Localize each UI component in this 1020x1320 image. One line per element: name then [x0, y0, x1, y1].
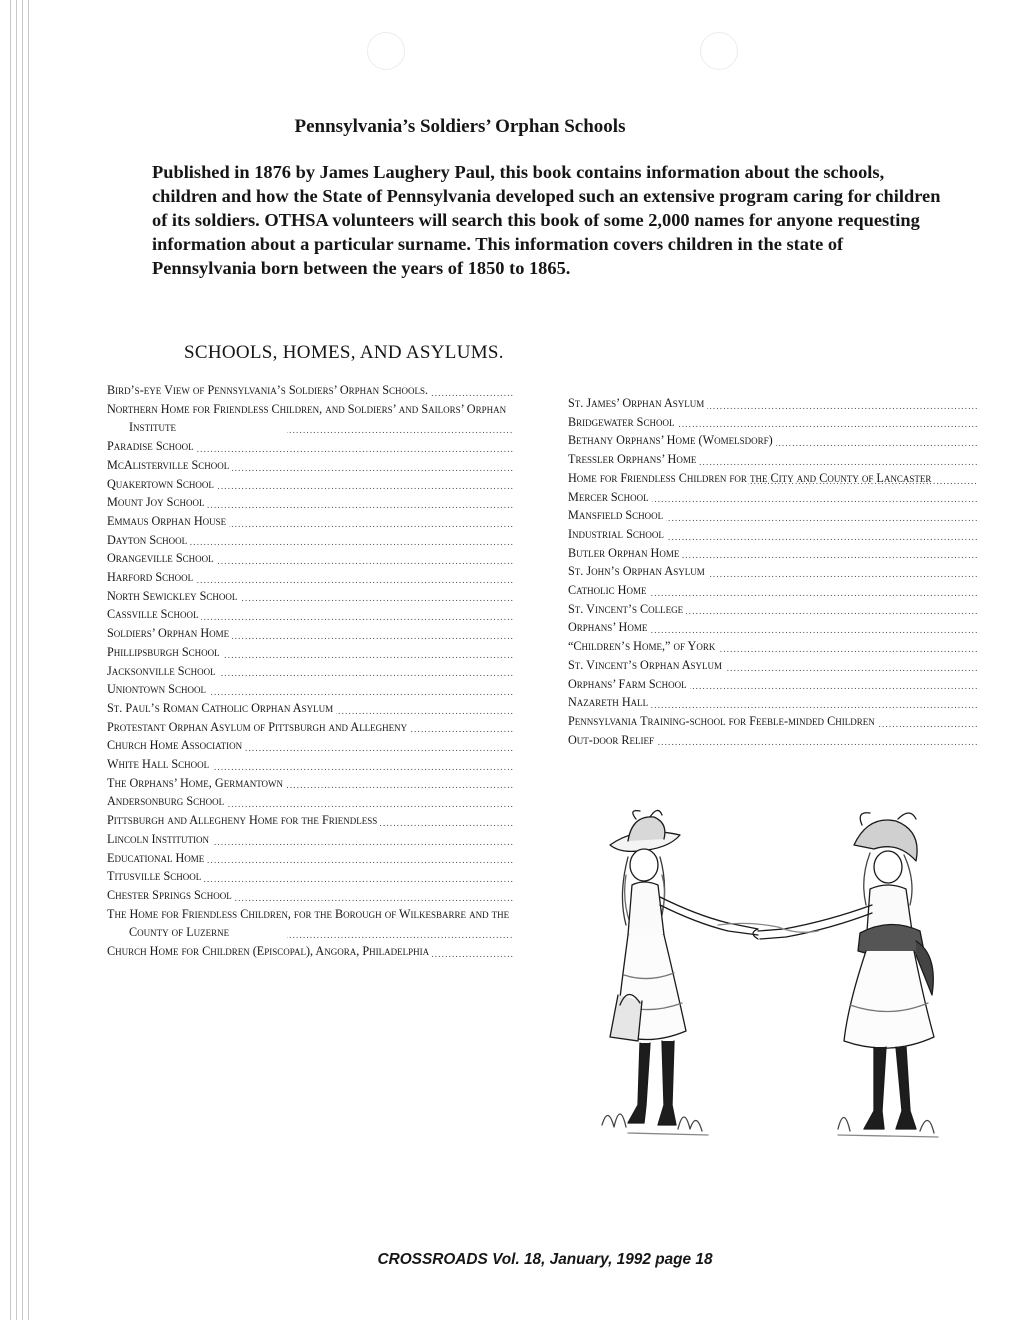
- toc-entry: [107, 699, 514, 718]
- toc-entry-label: Bird’s-eye View of Pennsylvania’s Soldiers’ Orphan Schools.: [107, 383, 431, 397]
- toc-entry-label: Industrial School: [568, 527, 667, 541]
- toc-entry: [568, 581, 977, 600]
- toc-entry-label: Chester Springs School: [107, 888, 235, 902]
- toc-entry: [568, 431, 977, 450]
- two-girls-holding-hands-illustration: [598, 805, 980, 1165]
- toc-entry: [568, 693, 977, 712]
- toc-entry-label: Church Home Association: [107, 738, 245, 752]
- toc-entry-label: Soldiers’ Orphan Home: [107, 626, 232, 640]
- page-footer: CROSSROADS Vol. 18, January, 1992 page 18: [377, 1251, 713, 1268]
- toc-entry-label: Pennsylvania Training-school for Feeble-minded Children: [568, 714, 878, 728]
- toc-entry-label: Nazareth Hall: [568, 695, 651, 709]
- toc-entry: [568, 413, 977, 432]
- toc-entry: [107, 811, 514, 830]
- toc-entry: [107, 886, 514, 905]
- toc-entry-label: Bridgewater School: [568, 415, 677, 429]
- toc-entry-label: Catholic Home: [568, 583, 649, 597]
- toc-entry: [107, 755, 514, 774]
- section-heading: SCHOOLS, HOMES, AND ASYLUMS.: [184, 342, 504, 363]
- toc-entry: [568, 525, 977, 544]
- toc-entry: [568, 562, 977, 581]
- toc-entry-label: Emmaus Orphan House: [107, 514, 229, 528]
- toc-entry: [568, 637, 977, 656]
- page-title: Pennsylvania’s Soldiers’ Orphan Schools: [294, 116, 626, 137]
- toc-entry-label: Educational Home: [107, 851, 207, 865]
- toc-entry-label: St. Vincent’s College: [568, 602, 686, 616]
- toc-entry-label: St. John’s Orphan Asylum: [568, 564, 708, 578]
- toc-entry-label: St. Paul’s Roman Catholic Orphan Asylum: [107, 701, 336, 715]
- toc-entry-label: Cassville School: [107, 607, 201, 621]
- toc-right-column: [568, 394, 977, 749]
- toc-entry: [107, 643, 514, 662]
- toc-entry: [107, 624, 514, 643]
- toc-entry-label: Out-door Relief: [568, 733, 657, 747]
- toc-entry-label: Bethany Orphans’ Home (Womelsdorf): [568, 433, 776, 447]
- toc-left-column: [107, 381, 514, 961]
- toc-entry: [107, 849, 514, 868]
- toc-entry: [568, 469, 977, 488]
- toc-entry-label: Tressler Orphans’ Home: [568, 452, 699, 466]
- toc-entry: [107, 512, 514, 531]
- toc-entry-label: Quakertown School: [107, 477, 217, 491]
- toc-entry-label: Uniontown School: [107, 682, 209, 696]
- toc-entry: [568, 675, 977, 694]
- toc-entry: [107, 830, 514, 849]
- toc-entry-label: St. James’ Orphan Asylum: [568, 396, 707, 410]
- intro-paragraph: Published in 1876 by James Laughery Paul, this book contains information about the schools, children and how the State of Pennsylvania developed such an extensive program caring for children of its soldiers. OTHSA volunteers will search this book of some 2,000 names for anyone requesting information about a particular surname. This information covers children in the state of Pennsylvania born between the years of 1850 to 1865.: [152, 162, 941, 278]
- toc-entry: [568, 394, 977, 413]
- toc-entry-label: Orphans’ Home: [568, 620, 650, 634]
- toc-entry: [107, 437, 514, 456]
- toc-entry-label: Church Home for Children (Episcopal), Angora, Philadelphia: [107, 944, 432, 958]
- toc-entry-label: Titusville School: [107, 869, 204, 883]
- toc-entry-label: St. Vincent’s Orphan Asylum: [568, 658, 725, 672]
- punch-hole-mark: [367, 32, 405, 70]
- toc-entry-label: Home for Friendless Children for the City and County of Lancaster: [568, 470, 932, 485]
- toc-entry-label: “Children’s Home,” of York: [568, 639, 718, 653]
- toc-entry-label: The Orphans’ Home, Germantown: [107, 776, 286, 790]
- toc-entry-label: Harford School: [107, 570, 196, 584]
- toc-entry-label: Butler Orphan Home: [568, 546, 682, 560]
- toc-entry: [107, 549, 514, 568]
- toc-entry-label: White Hall School: [107, 757, 212, 771]
- toc-entry: [107, 587, 514, 606]
- toc-entry-label: The Home for Friendless Children, for the Borough of Wilkesbarre and the County of Luzerne: [107, 906, 510, 940]
- toc-entry-label: North Sewickley School: [107, 589, 240, 603]
- toc-entry-label: Jacksonville School: [107, 664, 219, 678]
- toc-entry-label: Orangeville School: [107, 551, 217, 565]
- toc-entry: [568, 618, 977, 637]
- toc-entry: [107, 867, 514, 886]
- toc-entry: [568, 656, 977, 675]
- toc-entry: [568, 600, 977, 619]
- toc-entry-label: Phillipsburgh School: [107, 645, 223, 659]
- punch-hole-mark: [700, 32, 738, 70]
- toc-entry: [107, 718, 514, 737]
- toc-entry: [107, 475, 514, 494]
- toc-entry: [568, 712, 977, 731]
- toc-entry: [568, 506, 977, 525]
- toc-entry: [107, 493, 514, 512]
- toc-entry-label: McAlisterville School: [107, 458, 232, 472]
- toc-entry: [568, 488, 977, 507]
- toc-entry: [107, 736, 514, 755]
- toc-entry-label: Mansfield School: [568, 508, 666, 522]
- toc-entry-label: Paradise School: [107, 439, 197, 453]
- page-stack-edge: [10, 0, 32, 1320]
- toc-entry-label: Protestant Orphan Asylum of Pittsburgh and Allegheny: [107, 720, 410, 734]
- toc-entry: [107, 680, 514, 699]
- toc-entry: [107, 605, 514, 624]
- toc-entry: [568, 731, 977, 750]
- toc-entry: [107, 400, 514, 437]
- toc-entry-label: Dayton School: [107, 533, 190, 547]
- toc-entry: [107, 456, 514, 475]
- toc-entry: [107, 792, 514, 811]
- toc-entry: [107, 568, 514, 587]
- toc-entry: [107, 942, 514, 961]
- toc-entry-label: Pittsburgh and Allegheny Home for the Friendless: [107, 813, 380, 827]
- toc-entry-label: Andersonburg School: [107, 794, 227, 808]
- toc-entry: [107, 774, 514, 793]
- toc-entry-label: Lincoln Institution: [107, 832, 212, 846]
- toc-entry: [107, 905, 514, 942]
- toc-entry-label: Mercer School: [568, 490, 652, 504]
- toc-entry-label: Mount Joy School: [107, 495, 207, 509]
- toc-entry: [568, 544, 977, 563]
- toc-entry-label: Orphans’ Farm School: [568, 677, 690, 691]
- toc-entry: [107, 662, 514, 681]
- toc-entry: [107, 531, 514, 550]
- toc-entry-label: Northern Home for Friendless Children, and Soldiers’ and Sailors’ Orphan Institute: [107, 401, 507, 435]
- toc-entry: [107, 381, 514, 400]
- toc-entry: [568, 450, 977, 469]
